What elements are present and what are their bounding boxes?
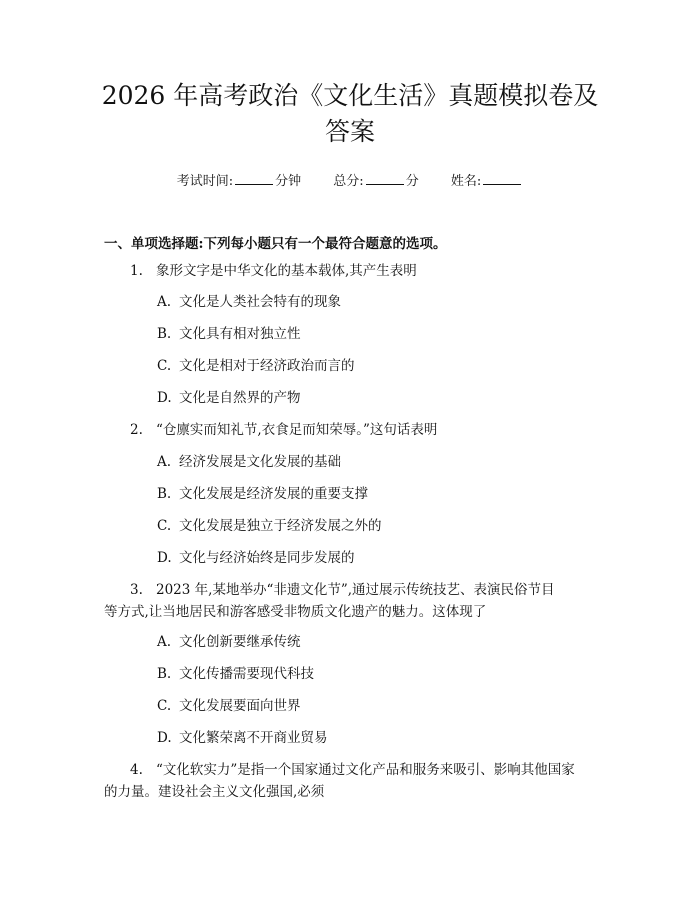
option-letter: B.: [157, 486, 172, 502]
exam-time-label: 考试时间:: [176, 174, 234, 189]
question-text: “仓廪实而知礼节,衣食足而知荣辱。”这句话表明: [156, 422, 438, 438]
name-label: 姓名:: [450, 174, 482, 189]
question-1: [104, 260, 594, 282]
question-text-continued: 等方式,让当地居民和游客感受非物质文化遗产的魅力。这体现了: [104, 604, 487, 620]
total-score-label: 总分:: [333, 174, 364, 189]
exam-time-field: [177, 170, 301, 189]
question-number: 3.: [130, 582, 143, 598]
option-3b: [157, 663, 314, 685]
name-field: [451, 170, 523, 189]
page-title: [60, 78, 640, 150]
exam-time-unit: 分钟: [275, 174, 302, 189]
option-text: 文化是人类社会特有的现象: [179, 294, 341, 310]
title-line-2: 答案: [324, 117, 375, 146]
question-4: [104, 759, 594, 803]
option-letter: A.: [157, 634, 172, 650]
option-1a: [157, 291, 341, 313]
total-score-blank: [366, 174, 404, 185]
option-3c: [157, 695, 301, 717]
option-2c: [157, 515, 382, 537]
option-letter: C.: [157, 518, 172, 534]
option-3a: [157, 631, 301, 653]
question-text-continued: 的力量。建设社会主义文化强国,必须: [104, 784, 325, 800]
option-2d: [157, 547, 355, 569]
name-blank: [483, 174, 521, 185]
option-text: 经济发展是文化发展的基础: [179, 454, 341, 470]
question-number: 2.: [130, 422, 143, 438]
option-letter: A.: [157, 454, 172, 470]
option-letter: C.: [157, 698, 172, 714]
question-text: “文化软实力”是指一个国家通过文化产品和服务来吸引、影响其他国家: [156, 762, 575, 778]
total-score-unit: 分: [405, 174, 419, 189]
option-letter: B.: [157, 666, 172, 682]
question-text: 象形文字是中华文化的基本载体,其产生表明: [156, 263, 417, 279]
option-letter: A.: [157, 294, 172, 310]
option-2b: [157, 483, 368, 505]
option-text: 文化具有相对独立性: [179, 326, 301, 342]
option-1d: [157, 387, 301, 409]
option-1c: [157, 355, 355, 377]
option-text: 文化发展要面向世界: [179, 698, 301, 714]
option-text: 文化是相对于经济政治而言的: [179, 358, 355, 374]
option-3d: [157, 727, 328, 749]
exam-meta: [0, 170, 700, 189]
question-3: [104, 579, 594, 623]
total-score-field: [333, 170, 418, 189]
section-heading: 一、单项选择题:下列每小题只有一个最符合题意的选项。: [104, 236, 447, 252]
option-letter: C.: [157, 358, 172, 374]
question-2: [104, 419, 594, 441]
question-text: 2023 年,某地举办“非遗文化节”,通过展示传统技艺、表演民俗节目: [156, 582, 555, 598]
option-letter: D.: [157, 730, 172, 746]
exam-time-blank: [235, 174, 273, 185]
option-letter: B.: [157, 326, 172, 342]
option-text: 文化发展是经济发展的重要支撑: [179, 486, 368, 502]
option-2a: [157, 451, 341, 473]
option-text: 文化发展是独立于经济发展之外的: [179, 518, 382, 534]
option-text: 文化与经济始终是同步发展的: [179, 550, 355, 566]
option-text: 文化传播需要现代科技: [179, 666, 314, 682]
question-number: 1.: [130, 263, 143, 279]
option-1b: [157, 323, 301, 345]
option-text: 文化创新要继承传统: [179, 634, 301, 650]
question-number: 4.: [130, 762, 143, 778]
option-text: 文化繁荣离不开商业贸易: [179, 730, 328, 746]
option-letter: D.: [157, 390, 172, 406]
option-text: 文化是自然界的产物: [179, 390, 301, 406]
title-line-1: 2026 年高考政治《文化生活》真题模拟卷及: [101, 81, 599, 110]
option-letter: D.: [157, 550, 172, 566]
